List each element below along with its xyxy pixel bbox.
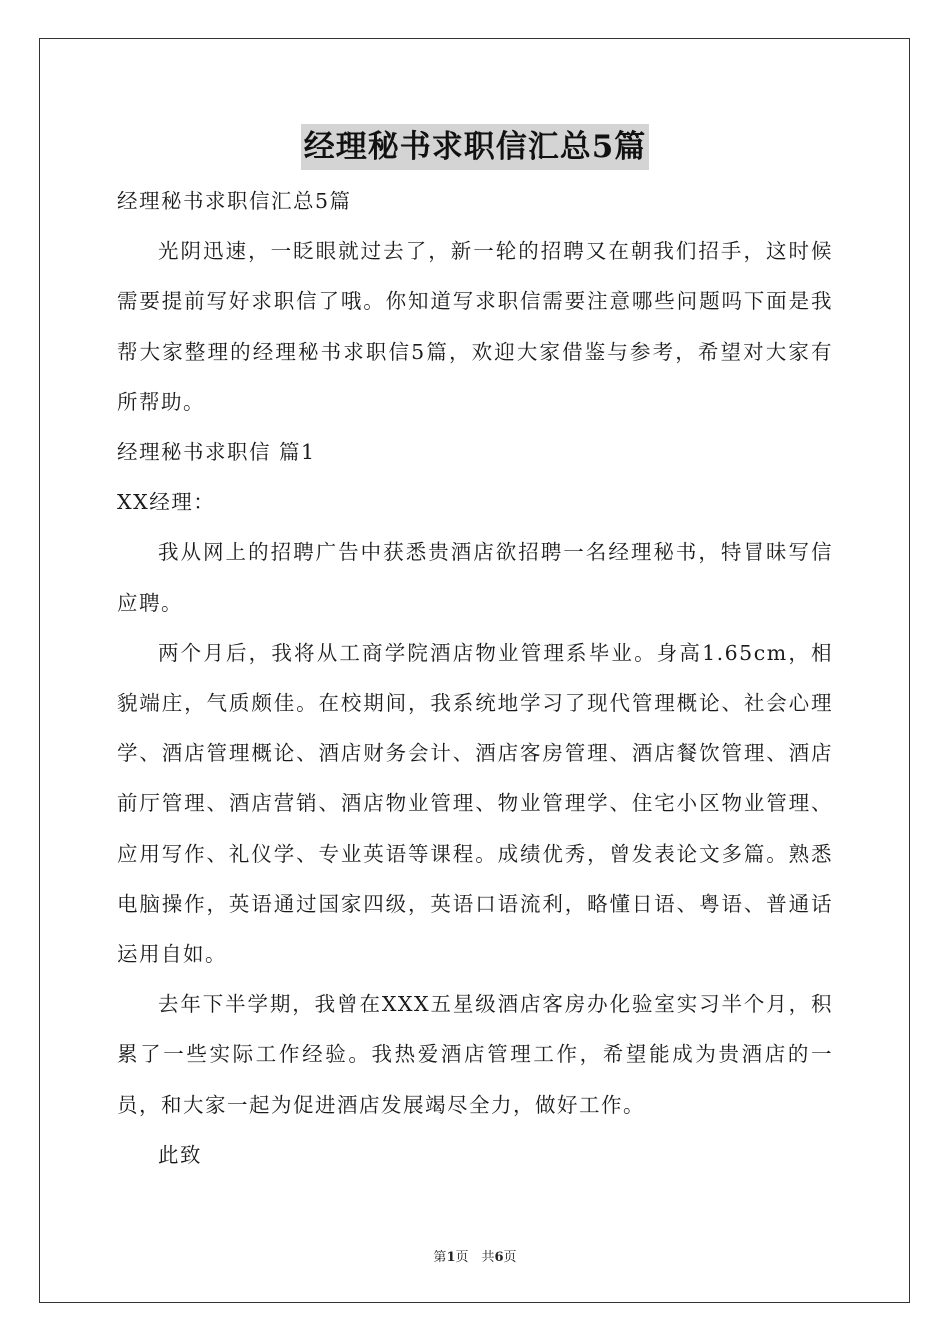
footer-middle: 页 共 (455, 1250, 495, 1265)
total-pages-number: 6 (494, 1250, 504, 1265)
document-body (117, 176, 833, 1180)
current-page-number: 1 (446, 1250, 456, 1265)
title-container (0, 124, 950, 170)
page-footer (0, 1246, 950, 1265)
footer-prefix: 第 (433, 1250, 447, 1265)
closing-line: 此致 (158, 1142, 202, 1167)
section-heading: 经理秘书求职信 篇1 (117, 440, 316, 465)
salutation: XX经理： (117, 490, 216, 515)
body-paragraph-1: 我从网上的招聘广告中获悉贵酒店欲招聘一名经理秘书，特冒昧写信应聘。 (117, 540, 833, 615)
subtitle-line: 经理秘书求职信汇总5篇 (117, 189, 352, 213)
document-title: 经理秘书求职信汇总5篇 (301, 124, 650, 170)
intro-paragraph: 光阴迅速，一眨眼就过去了，新一轮的招聘又在朝我们招手，这时候需要提前写好求职信了哦。你知道写求职信需要注意哪些问题吗下面是我帮大家整理的经理秘书求职信5篇，欢迎大家借鉴与参考，希望对大家有所帮助。 (117, 239, 833, 414)
body-paragraph-3: 去年下半学期，我曾在XXX五星级酒店客房办化验室实习半个月，积累了一些实际工作经验。我热爱酒店管理工作，希望能成为贵酒店的一员，和大家一起为促进酒店发展竭尽全力，做好工作。 (117, 992, 833, 1117)
footer-suffix: 页 (503, 1250, 517, 1265)
body-paragraph-2: 两个月后，我将从工商学院酒店物业管理系毕业。身高1.65cm，相貌端庄，气质颇佳。在校期间，我系统地学习了现代管理概论、社会心理学、酒店管理概论、酒店财务会计、酒店客房管理、酒店餐饮管理、酒店前厅管理、酒店营销、酒店物业管理、物业管理学、住宅小区物业管理、应用写作、礼仪学、专业英语等课程。成绩优秀，曾发表论文多篇。熟悉电脑操作，英语通过国家四级，英语口语流利，略懂日语、粤语、普通话运用自如。 (117, 640, 833, 967)
